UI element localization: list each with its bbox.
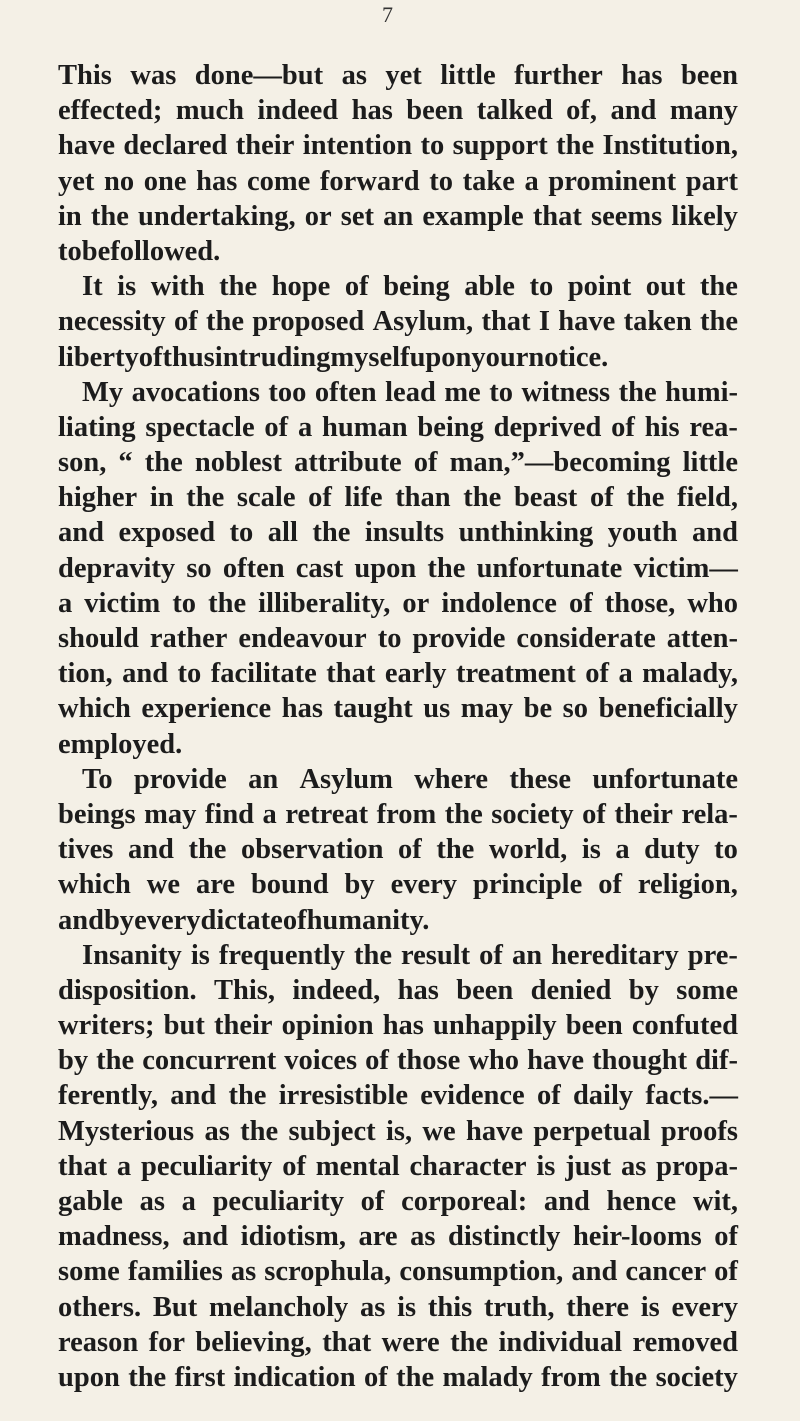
text-line: that a peculiarity of mental character is just as propa- [58,1150,738,1182]
text-line: a victim to the illiberality, or indolence of those, who [58,587,738,619]
text-line: depravity so often cast upon the unfortunate victim— [58,552,738,584]
text-line: writers; but their opinion has unhappily been confuted [58,1010,738,1042]
text-line: ferently, and the irresistible evidence of daily facts.— [58,1080,738,1112]
text-line: Insanity is frequently the result of an hereditary pre- [82,939,738,971]
text-line: This was done—but as yet little further has been [58,60,738,91]
text-line: and exposed to all the insults unthinking youth and [58,517,738,549]
text-line: To provide an Asylum where these unfortunate [82,763,738,795]
text-line: higher in the scale of life than the beast of the field, [58,482,738,514]
text-line: Mysterious as the subject is, we have perpetual proofs [58,1115,738,1147]
text-line: in the undertaking, or set an example that seems likely [58,200,738,232]
text-line: and by every dictate of humanity. [58,904,430,936]
text-line: employed. [58,728,183,760]
text-line: beings may find a retreat from the society of their rela- [58,798,738,830]
text-line: should rather endeavour to provide considerate atten- [58,623,738,654]
text-line: gable as a peculiarity of corporeal: and hence wit, [58,1186,738,1217]
text-line: son, “ the noblest attribute of man,”—becoming little [58,447,738,479]
text-line: necessity of the proposed Asylum, that I have taken the [58,306,738,338]
text-line: have declared their intention to support the Institution, [58,130,738,162]
text-line: liating spectacle of a human being deprived of his rea- [58,411,738,443]
page-number: 7 [382,2,393,27]
text-line: which we are bound by every principle of religion, [58,869,738,901]
text-line: which experience has taught us may be so beneficially [58,693,738,725]
text-line: tion, and to facilitate that early treatment of a malady, [58,658,738,690]
text-line: effected; much indeed has been talked of, and many [58,95,738,127]
text-line: yet no one has come forward to take a prominent part [58,165,738,197]
text-line: upon the first indication of the malady from the society [58,1361,738,1393]
text-line: liberty of thus intruding myself upon your notice. [58,341,609,373]
text-line: madness, and idiotism, are as distinctly heir-looms of [58,1221,738,1253]
body-text [58,58,738,1395]
text-line: some families as scrophula, consumption, and cancer of [58,1256,738,1288]
text-line: others. But melancholy as is this truth, there is every [58,1291,738,1323]
text-line: tives and the observation of the world, is a duty to [58,834,738,866]
text-line: reason for believing, that were the individual removed [58,1326,738,1358]
text-line: by the concurrent voices of those who have thought dif- [58,1045,738,1077]
text-line: It is with the hope of being able to point out the [82,271,738,303]
text-line: disposition. This, indeed, has been denied by some [58,974,738,1006]
text-line: to be followed. [58,235,221,267]
text-line: My avocations too often lead me to witness the humi- [82,376,738,408]
